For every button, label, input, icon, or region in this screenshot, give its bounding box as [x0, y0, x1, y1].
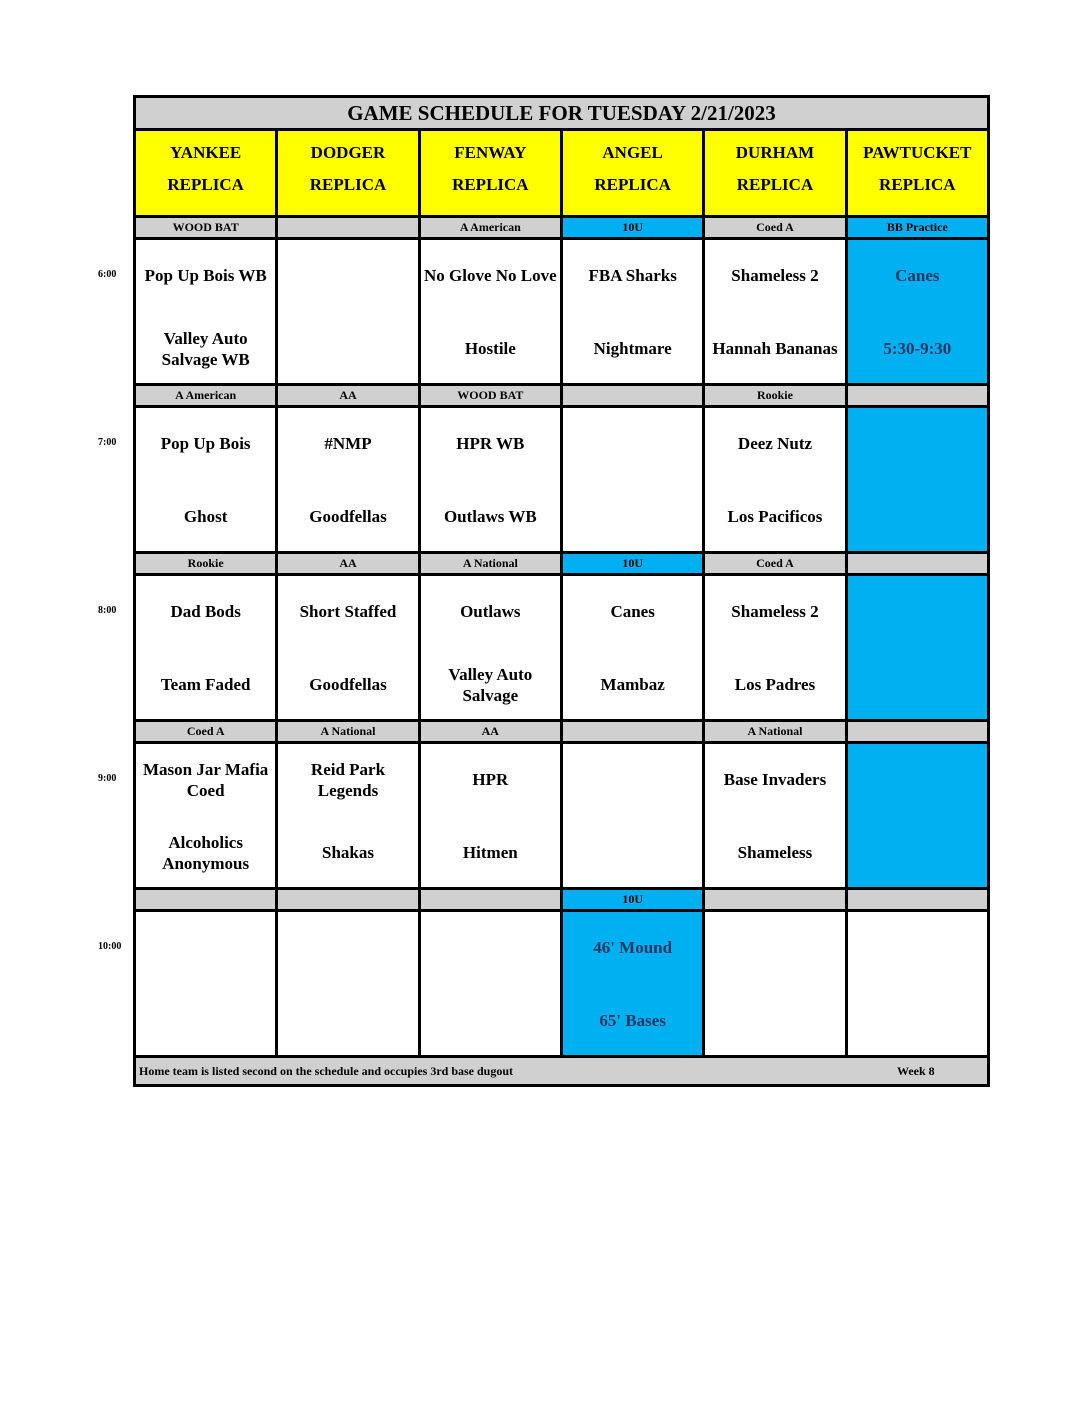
home-team: Goodfellas: [309, 675, 387, 694]
game-row: [136, 744, 987, 890]
game-cell: [563, 240, 705, 383]
field-header-durham: DURHAM REPLICA: [705, 131, 847, 215]
away-team: Pop Up Bois: [160, 434, 251, 453]
home-team: 5:30-9:30: [883, 339, 952, 358]
league-label: A National: [278, 722, 420, 741]
league-label: AA: [278, 386, 420, 405]
home-team: Nightmare: [593, 339, 672, 358]
league-row: [136, 722, 987, 744]
league-label: [278, 890, 420, 909]
game-cell: [705, 744, 847, 887]
home-team: Valley Auto Salvage: [448, 665, 533, 705]
away-team: 46' Mound: [593, 938, 673, 957]
game-cell: [705, 912, 847, 1055]
game-cell: [136, 240, 278, 383]
home-team: Alcoholics Anonymous: [162, 833, 250, 873]
game-cell: [563, 408, 705, 551]
away-team: Shameless 2: [731, 266, 819, 285]
away-team: Deez Nutz: [737, 434, 813, 453]
schedule-footer: [136, 1058, 987, 1084]
league-row: [136, 386, 987, 408]
game-cell: [278, 576, 420, 719]
game-cell: [421, 912, 563, 1055]
game-cell: [421, 408, 563, 551]
away-team: Reid Park Legends: [310, 760, 386, 800]
time-label: 8:00: [98, 605, 117, 616]
home-team: Shameless: [737, 843, 813, 862]
field-header-row: [136, 131, 987, 218]
game-cell: [848, 240, 987, 383]
time-label: 9:00: [98, 773, 117, 784]
game-row: [136, 576, 987, 722]
away-team: Dad Bods: [170, 602, 241, 621]
league-label: 10U: [563, 554, 705, 573]
field-header-dodger: DODGER REPLICA: [278, 131, 420, 215]
home-team: Team Faded: [160, 675, 251, 694]
away-team: Base Invaders: [723, 770, 827, 789]
home-team: Hitmen: [462, 843, 518, 862]
game-cell: [136, 576, 278, 719]
game-cell: [563, 576, 705, 719]
game-cell: [421, 240, 563, 383]
game-cell: [278, 240, 420, 383]
away-team: HPR: [472, 770, 509, 789]
league-label: WOOD BAT: [136, 218, 278, 237]
game-cell: [705, 408, 847, 551]
field-header-pawtucket: PAWTUCKET REPLICA: [848, 131, 987, 215]
week-label: Week 8: [897, 1064, 935, 1078]
game-cell: [563, 744, 705, 887]
game-row: [136, 408, 987, 554]
league-label: BB Practice: [848, 218, 987, 237]
away-team: Shameless 2: [731, 602, 819, 621]
league-label: [848, 554, 987, 573]
league-row: [136, 890, 987, 912]
league-label: 10U: [563, 890, 705, 909]
schedule-title: GAME SCHEDULE FOR TUESDAY 2/21/2023: [136, 98, 987, 131]
away-team: Short Staffed: [299, 602, 397, 621]
home-team: Mambaz: [600, 675, 665, 694]
game-cell: [848, 408, 987, 551]
league-label: [563, 722, 705, 741]
away-team: Canes: [895, 266, 940, 285]
game-cell: [848, 744, 987, 887]
game-cell: [705, 240, 847, 383]
game-cell: [848, 576, 987, 719]
league-label: Coed A: [705, 554, 847, 573]
league-label: [278, 218, 420, 237]
away-team: No Glove No Love: [423, 266, 557, 285]
league-label: AA: [278, 554, 420, 573]
home-team: Valley Auto Salvage WB: [161, 329, 250, 369]
league-label: A American: [421, 218, 563, 237]
game-row: [136, 240, 987, 386]
league-label: 10U: [563, 218, 705, 237]
game-cell: [278, 912, 420, 1055]
game-cell: [563, 912, 705, 1055]
game-cell: [136, 912, 278, 1055]
time-label: 6:00: [98, 269, 117, 280]
game-cell: [136, 744, 278, 887]
league-label: Coed A: [136, 722, 278, 741]
home-team: Los Pacificos: [727, 507, 823, 526]
away-team: FBA Sharks: [588, 266, 677, 285]
time-label: 7:00: [98, 437, 117, 448]
time-label: 10:00: [98, 941, 122, 952]
home-team: Hannah Bananas: [712, 339, 838, 358]
away-team: Canes: [610, 602, 655, 621]
schedule-table: [133, 95, 990, 1087]
home-team: Hostile: [464, 339, 516, 358]
league-label: [848, 890, 987, 909]
league-label: A National: [421, 554, 563, 573]
game-cell: [705, 576, 847, 719]
field-header-fenway: FENWAY REPLICA: [421, 131, 563, 215]
league-label: AA: [421, 722, 563, 741]
league-label: Rookie: [136, 554, 278, 573]
home-team: Los Padres: [734, 675, 816, 694]
away-team: Pop Up Bois WB: [144, 266, 267, 285]
away-team: Outlaws: [460, 602, 521, 621]
league-label: [563, 386, 705, 405]
league-label: WOOD BAT: [421, 386, 563, 405]
game-cell: [278, 744, 420, 887]
field-header-angel: ANGEL REPLICA: [563, 131, 705, 215]
league-label: A American: [136, 386, 278, 405]
home-team: Ghost: [183, 507, 228, 526]
league-label: [848, 722, 987, 741]
league-label: [136, 890, 278, 909]
home-team-note: Home team is listed second on the schedule and occupies 3rd base dugout: [139, 1064, 514, 1078]
away-team: Mason Jar Mafia Coed: [143, 760, 269, 800]
home-team: 65' Bases: [599, 1011, 666, 1030]
field-header-yankee: YANKEE REPLICA: [136, 131, 278, 215]
league-label: A National: [705, 722, 847, 741]
league-row: [136, 554, 987, 576]
away-team: #NMP: [324, 434, 372, 453]
league-label: [848, 386, 987, 405]
game-cell: [278, 408, 420, 551]
game-cell: [421, 744, 563, 887]
league-label: [705, 890, 847, 909]
game-cell: [136, 408, 278, 551]
home-team: Goodfellas: [309, 507, 387, 526]
game-cell: [848, 912, 987, 1055]
away-team: HPR WB: [456, 434, 525, 453]
league-row: [136, 218, 987, 240]
home-team: Shakas: [322, 843, 374, 862]
league-label: Coed A: [705, 218, 847, 237]
home-team: Outlaws WB: [443, 507, 537, 526]
game-cell: [421, 576, 563, 719]
league-label: Rookie: [705, 386, 847, 405]
game-row: [136, 912, 987, 1058]
league-label: [421, 890, 563, 909]
